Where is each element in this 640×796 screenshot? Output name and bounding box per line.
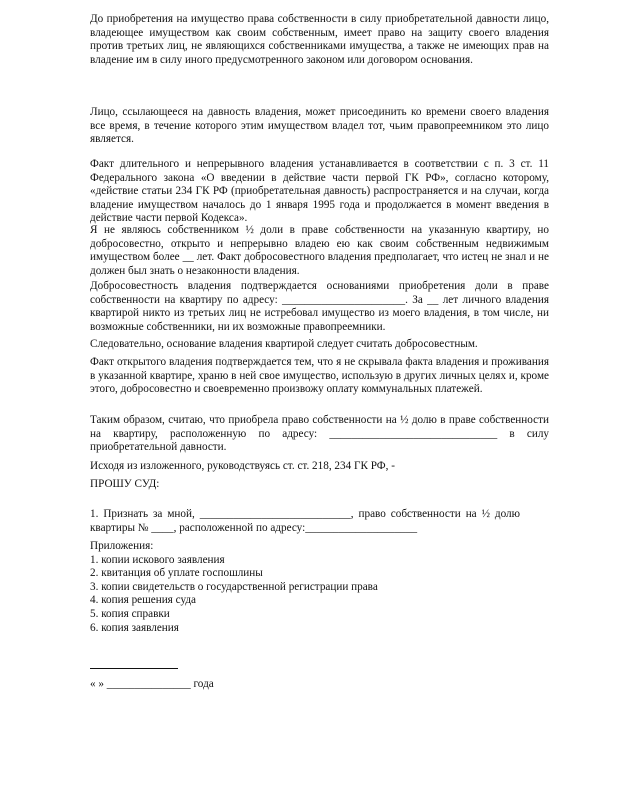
paragraph-text: Следовательно, основание владения квартирой следует считать добросовестным. [90,338,478,350]
attachment-item: 6. копия заявления [90,621,179,634]
basis-text: Исходя из изложенного, руководствуясь ст. ст. 218, 234 ГК РФ, - [90,460,395,472]
attachments-heading: Приложения: [90,540,154,552]
paragraph-federal-law [90,158,549,226]
paragraph-text: Я не являюсь собственником ½ доли в праве собственности на указанную квартиру, но добросовестно, открыто и непрерывно владею ею как своим собственным недвижимым имуществом более __ лет. Факт добросовестного владения предполагает, что истец не знал и не должен был знать о незаконности владения. [90,224,549,277]
basis-line [90,460,549,474]
paragraph-text: Факт длительного и непрерывного владения устанавливается в соответствии с п. 3 ст. 11 Федерального закона «О введении в действие части первой ГК РФ», согласно которому, «действие статьи 234 ГК РФ (приобретательная давность) распространяется и на случаи, когда владение имуществом началось до 1 января 1995 года и продолжается в момент введения в действие части первой Кодекса». [90,158,549,225]
request-item-text: 1. Признать за мной, ___________________________, право собственности на ½ долю квартиры № ____, расположенной по адресу:____________________ [90,508,520,534]
paragraph-open-possession [90,356,549,397]
request-heading-text: ПРОШУ СУД: [90,478,160,490]
attachment-item: 2. квитанция об уплате госпошлины [90,567,263,580]
paragraph-conclusion-good-faith [90,338,549,352]
paragraph-text: Таким образом, считаю, что приобрела право собственности на ½ долю в праве собственности на квартиру, расположенную по адресу: ______________________________ в силу приобретательной давности. [90,414,549,454]
request-heading [90,478,549,492]
signature-line [90,668,178,669]
attachment-item: 3. копии свидетельств о государственной регистрации права [90,580,378,593]
paragraph-succession [90,106,549,147]
attachment-item: 4. копия решения суда [90,594,196,607]
paragraph-possession-protection [90,13,549,67]
attachment-item: 1. копии искового заявления [90,553,225,566]
paragraph-good-faith [90,280,549,334]
request-item [90,508,520,535]
paragraph-ownership-share [90,224,549,278]
attachment-item: 5. копия справки [90,607,170,620]
paragraph-text: Добросовестность владения подтверждается основаниями приобретения доли в праве собственности на квартиру по адресу: ______________________. За __ лет личного владения квартирой никто из третьих лиц не истребовал имущество из моего владения, в том числе, ни возможные собственники, ни их возможные правопреемники. [90,280,549,333]
paragraph-text: До приобретения на имущество права собственности в силу приобретательной давности лицо, владеющее имуществом как своим собственным, имеет право на защиту своего владения против третьих лиц, не являющихся собственниками имущества, а также не имеющих прав на владение им в силу иного предусмотренного законом или договором основания. [90,13,549,66]
attachments-list [90,540,549,635]
paragraph-text: Факт открытого владения подтверждается тем, что я не скрывала факта владения и проживания в указанной квартире, храню в ней свое имущество, использую в других личных целях и, кроме этого, добросовестно и своевременно произвожу оплату коммунальных платежей. [90,356,549,396]
paragraph-acquired-right [90,414,549,455]
paragraph-text: Лицо, ссылающееся на давность владения, может присоединить ко времени своего владения все время, в течение которого этим имуществом владел тот, чьим правопреемником это лицо является. [90,106,549,146]
date-line: « » _______________ года [90,678,214,690]
